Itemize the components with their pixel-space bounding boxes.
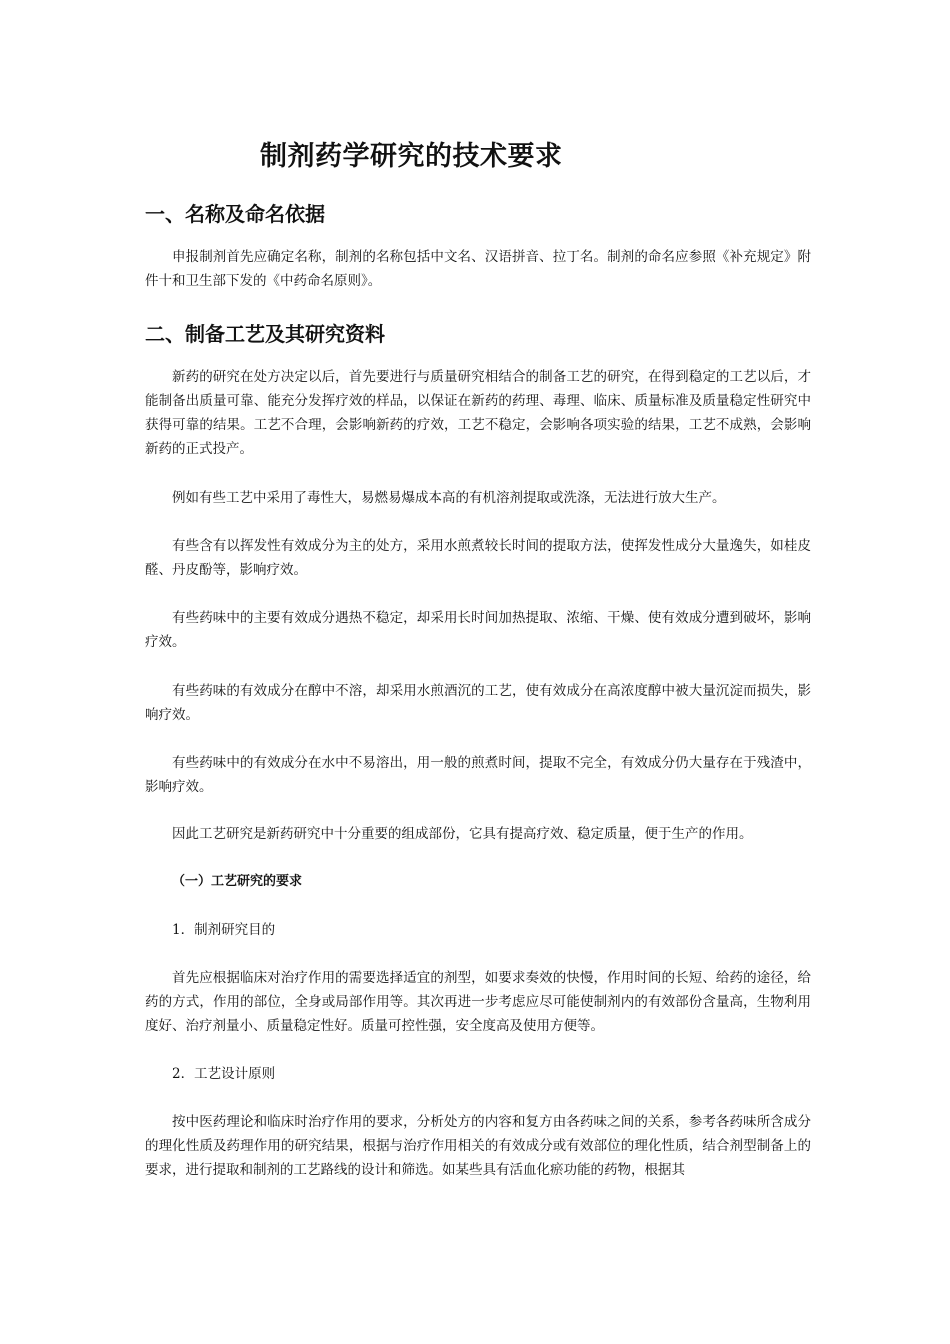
item1-heading: 1．制剂研究目的 (172, 922, 276, 938)
subsection-heading: （一）工艺研究的要求 (172, 874, 303, 889)
section-heading-name: 一、名称及命名依据 (145, 202, 325, 226)
paragraph-process-intro: 新药的研究在处方决定以后，首先要进行与质量研究相结合的制备工艺的研究，在得到稳定的工艺以后，才能制备出质量可靠、能充分发挥疗效的样品，以保证在新药的药理、毒理、临床、质量标准及质量稳定性研究中获得可靠的结果。工艺不合理，会影响新药的疗效，工艺不稳定，会影响各项实验的结果，工艺不成熟，会影响新药的正式投产。 (145, 369, 811, 457)
paragraph-example-alcohol: 有些药味的有效成分在醇中不溶，却采用水煎酒沉的工艺，使有效成分在高浓度醇中被大量沉淀而损失，影响疗效。 (145, 683, 811, 723)
paragraph-example-water: 有些药味中的有效成分在水中不易溶出，用一般的煎煮时间，提取不完全，有效成分仍大量存在于残渣中，影响疗效。 (145, 755, 811, 795)
paragraph-example-heat: 有些药味中的主要有效成分遇热不稳定，却采用长时间加热提取、浓缩、干燥、使有效成分遭到破坏，影响疗效。 (145, 610, 811, 650)
item2-heading: 2．工艺设计原则 (172, 1066, 276, 1082)
item1-text: 首先应根据临床对治疗作用的需要选择适宜的剂型，如要求奏效的快慢，作用时间的长短、给药的途径，给药的方式，作用的部位，全身或局部作用等。其次再进一步考虑应尽可能使制剂内的有效部份含量高，生物利用度好、治疗剂量小、质量稳定性好。质量可控性强，安全度高及使用方便等。 (145, 970, 811, 1034)
paragraph-naming: 申报制剂首先应确定名称，制剂的名称包括中文名、汉语拼音、拉丁名。制剂的命名应参照《补充规定》附件十和卫生部下发的《中药命名原则》。 (145, 249, 811, 289)
paragraph-example-volatile: 有些含有以挥发性有效成分为主的处方，采用水煎煮较长时间的提取方法，使挥发性成分大量逸失，如桂皮醛、丹皮酚等，影响疗效。 (145, 538, 811, 578)
item2-text: 按中医药理论和临床时治疗作用的要求，分析处方的内容和复方由各药味之间的关系，参考各药味所含成分的理化性质及药理作用的研究结果，根据与治疗作用相关的有效成分或有效部位的理化性质，结合剂型制备上的要求，进行提取和制剂的工艺路线的设计和筛选。如某些具有活血化瘀功能的药物，根据其 (145, 1114, 811, 1178)
paragraph-conclusion: 因此工艺研究是新药研究中十分重要的组成部份，它具有提高疗效、稳定质量，便于生产的作用。 (172, 826, 753, 842)
document-title: 制剂药学研究的技术要求 (260, 141, 563, 172)
section-heading-process: 二、制备工艺及其研究资料 (145, 322, 385, 346)
paragraph-example-toxic: 例如有些工艺中采用了毒性大，易燃易爆成本高的有机溶剂提取或洗涤，无法进行放大生产。 (172, 490, 726, 506)
